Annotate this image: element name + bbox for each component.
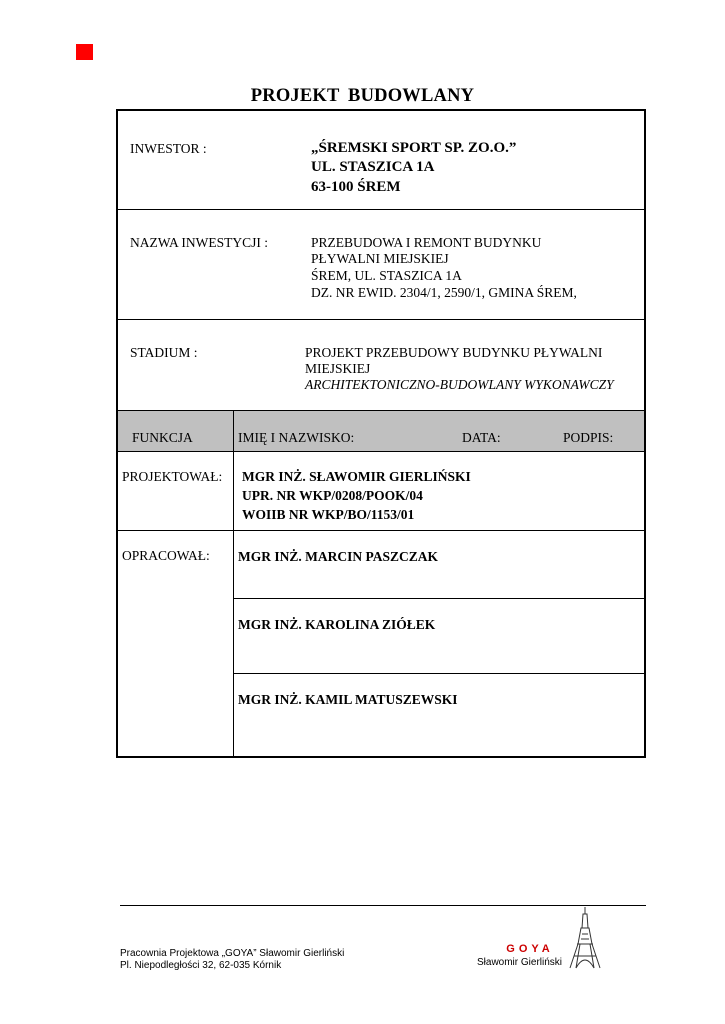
designed-label: PROJEKTOWAŁ: (122, 469, 223, 484)
investment-line: ŚREM, UL. STASZICA 1A (311, 268, 462, 283)
goya-logo-text: GOYA (506, 943, 554, 955)
investor-name: „ŚREMSKI SPORT SP. ZO.O.” (311, 140, 517, 156)
document-title: PROJEKT BUDOWLANY (250, 86, 475, 106)
stage-line: PROJEKT PRZEBUDOWY BUDYNKU PŁYWALNI (305, 345, 603, 360)
investment-label: NAZWA INWESTYCJI : (130, 235, 268, 250)
footer-company: Pracownia Projektowa „GOYA” Sławomir Gierliński (120, 948, 345, 959)
eiffel-tower-icon (565, 906, 605, 970)
footer-address (120, 948, 344, 972)
investor-label: INWESTOR : (130, 141, 207, 156)
row-divider (233, 673, 644, 674)
designer-chamber-number: WOIIB NR WKP/BO/1153/01 (242, 507, 415, 522)
preparer-name: MGR INŻ. MARCIN PASZCZAK (238, 549, 439, 564)
row-divider (118, 319, 644, 320)
header-signature: PODPIS: (563, 430, 614, 445)
header-function: FUNKCJA (132, 430, 193, 445)
row-divider (118, 451, 644, 452)
row-divider (233, 598, 644, 599)
investor-street: UL. STASZICA 1A (311, 159, 435, 175)
stage-line: MIEJSKIEJ (305, 361, 371, 376)
column-divider (233, 410, 234, 756)
investor-city: 63-100 ŚREM (311, 179, 401, 195)
stage-type: ARCHITEKTONICZNO-BUDOWLANY WYKONAWCZY (305, 377, 614, 392)
header-date: DATA: (462, 430, 501, 445)
row-divider (118, 209, 644, 210)
footer-street: Pl. Niepodległości 32, 62-035 Kórnik (120, 960, 282, 971)
goya-logo-subtitle: Sławomir Gierliński (476, 957, 562, 968)
prepared-label: OPRACOWAŁ: (122, 548, 210, 563)
title-block-table (116, 109, 646, 758)
investment-line: PŁYWALNI MIEJSKIEJ (311, 251, 449, 266)
stage-label: STADIUM : (130, 345, 198, 360)
header-name: IMIĘ I NAZWISKO: (238, 430, 355, 445)
row-divider (118, 530, 644, 531)
designer-name: MGR INŻ. SŁAWOMIR GIERLIŃSKI (242, 469, 471, 484)
red-square-marker (76, 44, 93, 60)
row-divider (118, 410, 644, 411)
investment-line: PRZEBUDOWA I REMONT BUDYNKU (311, 235, 542, 250)
preparer-name: MGR INŻ. KAMIL MATUSZEWSKI (238, 692, 458, 707)
investment-line: DZ. NR EWID. 2304/1, 2590/1, GMINA ŚREM, (311, 285, 577, 300)
preparer-name: MGR INŻ. KAROLINA ZIÓŁEK (238, 617, 436, 632)
designer-license: UPR. NR WKP/0208/POOK/04 (242, 488, 423, 503)
